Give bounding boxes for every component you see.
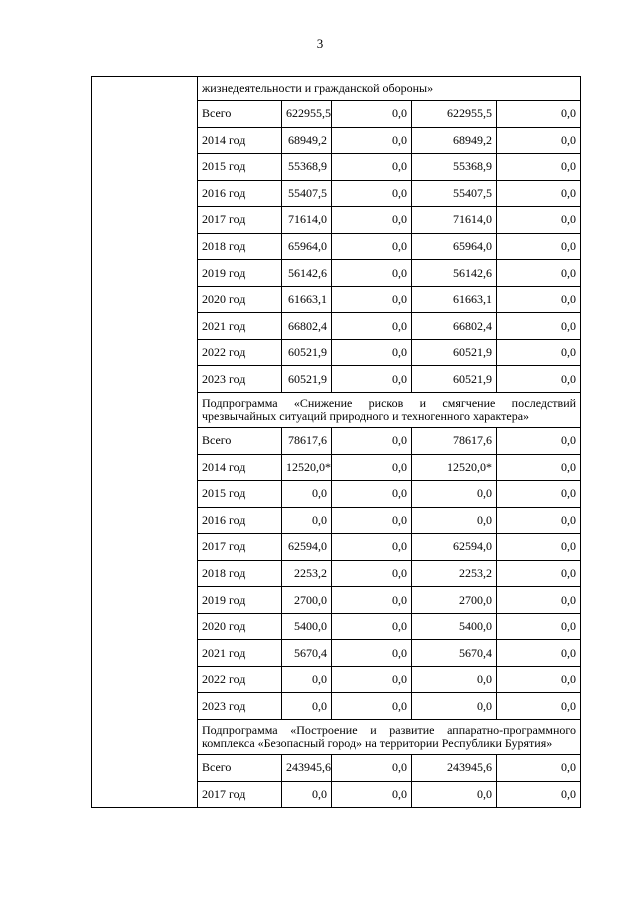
section-header-row — [92, 77, 581, 101]
republic-amount: 71614,0 — [412, 207, 497, 234]
federal-amount: 0,0 — [332, 507, 412, 534]
local-amount: 0,0 — [497, 613, 581, 640]
total-amount: 65964,0 — [282, 233, 332, 260]
local-amount: 0,0 — [497, 481, 581, 508]
local-amount: 0,0 — [497, 507, 581, 534]
row-label: 2021 год — [198, 640, 282, 667]
republic-amount: 65964,0 — [412, 233, 497, 260]
republic-amount: 622955,5 — [412, 101, 497, 128]
row-label: 2023 год — [198, 366, 282, 393]
federal-amount: 0,0 — [332, 180, 412, 207]
total-amount: 243945,6 — [282, 755, 332, 782]
local-amount: 0,0 — [497, 640, 581, 667]
row-label: 2019 год — [198, 260, 282, 287]
republic-amount: 12520,0* — [412, 454, 497, 481]
row-label: 2016 год — [198, 180, 282, 207]
row-label: 2015 год — [198, 154, 282, 181]
total-amount: 0,0 — [282, 693, 332, 720]
federal-amount: 0,0 — [332, 428, 412, 455]
republic-amount: 56142,6 — [412, 260, 497, 287]
total-amount: 2253,2 — [282, 560, 332, 587]
federal-amount: 0,0 — [332, 233, 412, 260]
row-label: 2017 год — [198, 534, 282, 561]
funding-table-body — [92, 77, 581, 808]
republic-amount: 60521,9 — [412, 339, 497, 366]
republic-amount: 78617,6 — [412, 428, 497, 455]
federal-amount: 0,0 — [332, 587, 412, 614]
row-label: 2016 год — [198, 507, 282, 534]
total-amount: 0,0 — [282, 666, 332, 693]
total-amount: 2700,0 — [282, 587, 332, 614]
section-title: Подпрограмма «Построение и развитие аппаратно-программного комплекса «Безопасный город» на территории Республики Бурятия» — [198, 720, 581, 755]
local-amount: 0,0 — [497, 339, 581, 366]
local-amount: 0,0 — [497, 755, 581, 782]
republic-amount: 66802,4 — [412, 313, 497, 340]
local-amount: 0,0 — [497, 207, 581, 234]
local-amount: 0,0 — [497, 428, 581, 455]
federal-amount: 0,0 — [332, 286, 412, 313]
local-amount: 0,0 — [497, 366, 581, 393]
total-amount: 5670,4 — [282, 640, 332, 667]
local-amount: 0,0 — [497, 260, 581, 287]
total-amount: 66802,4 — [282, 313, 332, 340]
local-amount: 0,0 — [497, 180, 581, 207]
total-amount: 60521,9 — [282, 339, 332, 366]
local-amount: 0,0 — [497, 313, 581, 340]
republic-amount: 55407,5 — [412, 180, 497, 207]
total-amount: 68949,2 — [282, 127, 332, 154]
federal-amount: 0,0 — [332, 366, 412, 393]
federal-amount: 0,0 — [332, 260, 412, 287]
page-number: 3 — [316, 36, 324, 51]
row-label: 2018 год — [198, 560, 282, 587]
row-label: 2020 год — [198, 613, 282, 640]
federal-amount: 0,0 — [332, 534, 412, 561]
local-amount: 0,0 — [497, 233, 581, 260]
left-blank-column — [92, 77, 198, 808]
row-label: 2017 год — [198, 207, 282, 234]
local-amount: 0,0 — [497, 781, 581, 808]
federal-amount: 0,0 — [332, 207, 412, 234]
republic-amount: 0,0 — [412, 666, 497, 693]
row-label: 2022 год — [198, 666, 282, 693]
total-amount: 60521,9 — [282, 366, 332, 393]
row-label: 2014 год — [198, 454, 282, 481]
federal-amount: 0,0 — [332, 666, 412, 693]
federal-amount: 0,0 — [332, 781, 412, 808]
total-amount: 0,0 — [282, 481, 332, 508]
federal-amount: 0,0 — [332, 693, 412, 720]
republic-amount: 2253,2 — [412, 560, 497, 587]
republic-amount: 61663,1 — [412, 286, 497, 313]
local-amount: 0,0 — [497, 560, 581, 587]
local-amount: 0,0 — [497, 666, 581, 693]
republic-amount: 62594,0 — [412, 534, 497, 561]
local-amount: 0,0 — [497, 286, 581, 313]
republic-amount: 0,0 — [412, 481, 497, 508]
republic-amount: 55368,9 — [412, 154, 497, 181]
total-amount: 622955,5 — [282, 101, 332, 128]
row-label: 2019 год — [198, 587, 282, 614]
total-amount: 55368,9 — [282, 154, 332, 181]
federal-amount: 0,0 — [332, 313, 412, 340]
funding-table — [91, 76, 581, 808]
row-label: 2020 год — [198, 286, 282, 313]
total-amount: 55407,5 — [282, 180, 332, 207]
total-amount: 5400,0 — [282, 613, 332, 640]
federal-amount: 0,0 — [332, 154, 412, 181]
total-amount: 12520,0* — [282, 454, 332, 481]
republic-amount: 5670,4 — [412, 640, 497, 667]
local-amount: 0,0 — [497, 587, 581, 614]
republic-amount: 0,0 — [412, 507, 497, 534]
federal-amount: 0,0 — [332, 127, 412, 154]
section-title: жизнедеятельности и гражданской обороны» — [198, 77, 581, 101]
federal-amount: 0,0 — [332, 454, 412, 481]
federal-amount: 0,0 — [332, 339, 412, 366]
total-amount: 61663,1 — [282, 286, 332, 313]
row-label: Всего — [198, 101, 282, 128]
total-amount: 78617,6 — [282, 428, 332, 455]
federal-amount: 0,0 — [332, 560, 412, 587]
republic-amount: 0,0 — [412, 693, 497, 720]
republic-amount: 68949,2 — [412, 127, 497, 154]
federal-amount: 0,0 — [332, 640, 412, 667]
total-amount: 62594,0 — [282, 534, 332, 561]
row-label: 2023 год — [198, 693, 282, 720]
row-label: 2021 год — [198, 313, 282, 340]
local-amount: 0,0 — [497, 127, 581, 154]
federal-amount: 0,0 — [332, 101, 412, 128]
section-title: Подпрограмма «Снижение рисков и смягчение последствий чрезвычайных ситуаций природного и техногенного характера» — [198, 393, 581, 428]
row-label: Всего — [198, 755, 282, 782]
local-amount: 0,0 — [497, 454, 581, 481]
total-amount: 0,0 — [282, 507, 332, 534]
republic-amount: 0,0 — [412, 781, 497, 808]
total-amount: 71614,0 — [282, 207, 332, 234]
local-amount: 0,0 — [497, 101, 581, 128]
republic-amount: 243945,6 — [412, 755, 497, 782]
federal-amount: 0,0 — [332, 613, 412, 640]
row-label: 2018 год — [198, 233, 282, 260]
republic-amount: 60521,9 — [412, 366, 497, 393]
local-amount: 0,0 — [497, 154, 581, 181]
row-label: 2014 год — [198, 127, 282, 154]
federal-amount: 0,0 — [332, 755, 412, 782]
total-amount: 0,0 — [282, 781, 332, 808]
total-amount: 56142,6 — [282, 260, 332, 287]
republic-amount: 2700,0 — [412, 587, 497, 614]
republic-amount: 5400,0 — [412, 613, 497, 640]
row-label: Всего — [198, 428, 282, 455]
row-label: 2022 год — [198, 339, 282, 366]
federal-amount: 0,0 — [332, 481, 412, 508]
row-label: 2017 год — [198, 781, 282, 808]
local-amount: 0,0 — [497, 534, 581, 561]
local-amount: 0,0 — [497, 693, 581, 720]
row-label: 2015 год — [198, 481, 282, 508]
